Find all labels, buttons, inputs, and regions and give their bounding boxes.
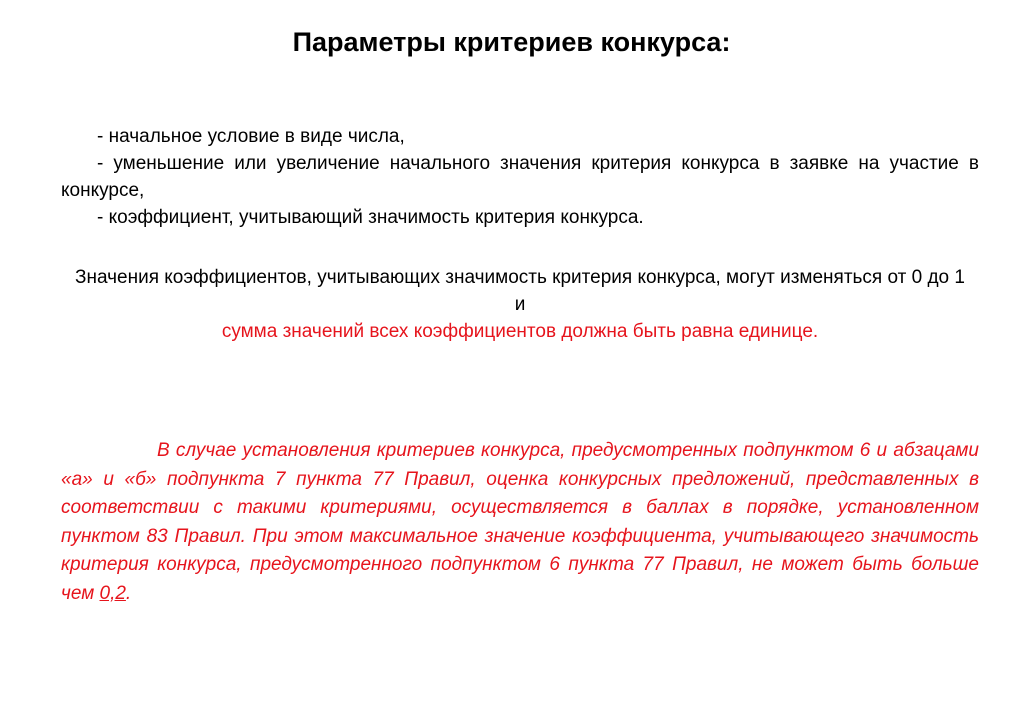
coefficients-connector: и	[514, 294, 526, 315]
parameters-list	[61, 123, 979, 231]
parameter-item-initial-condition: - начальное условие в виде числа,	[97, 126, 405, 147]
coefficients-statement	[61, 264, 979, 345]
max-coefficient-value: 0,2	[99, 582, 126, 604]
rules-note-end: .	[125, 582, 132, 604]
parameter-item-change-value: - уменьшение или увеличение начального значения критерия конкурса в заявке на участие в конкурсе,	[61, 153, 979, 201]
page-title: Параметры критериев конкурса:	[292, 27, 731, 57]
coefficients-range-text: Значения коэффициентов, учитывающих значимость критерия конкурса, могут изменяться от 0 до 1	[75, 267, 965, 288]
coefficients-sum-rule: сумма значений всех коэффициентов должна быть равна единице.	[221, 321, 819, 342]
parameter-item-coefficient: - коэффициент, учитывающий значимость критерия конкурса.	[97, 207, 644, 228]
rules-note	[61, 437, 979, 608]
rules-note-text: В случае установления критериев конкурса, предусмотренных подпунктом 6 и абзацами «а» и «б» подпункта 7 пункта 77 Правил, оценка конкурсных предложений, представленных в соответствии с такими критериями, осуществляется в баллах в порядке, установленном пунктом 83 Правил. При этом максимальное значение коэффициента, учитывающего значимость критерия конкурса, предусмотренного подпунктом 6 пункта 77 Правил, не может быть больше чем	[61, 440, 979, 604]
